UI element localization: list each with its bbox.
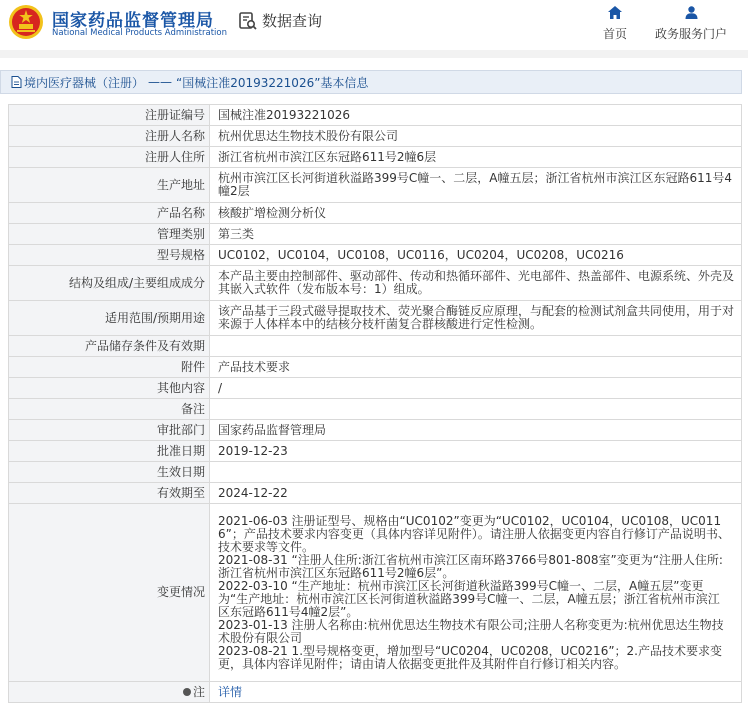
field-label: 备注 <box>9 399 210 420</box>
header-divider <box>0 50 748 58</box>
field-value-approver: 国家药品监督管理局 <box>210 420 742 441</box>
site-header <box>0 0 748 50</box>
table-row <box>9 441 742 462</box>
registration-info-table <box>8 104 742 703</box>
field-label: 生产地址 <box>9 168 210 203</box>
field-value-product-name: 核酸扩增检测分析仪 <box>210 203 742 224</box>
change-entry: 2023-01-13 注册人名称由:杭州优思达生物技术有限公司;注册人名称变更为:杭州优思达生物技术股份有限公司 <box>218 617 724 645</box>
field-label: 生效日期 <box>9 462 210 483</box>
table-row <box>9 462 742 483</box>
change-entry: 2022-03-10 “生产地址：杭州市滨江区长河街道秋溢路399号C幢一、二层，A幢五层”变更为“生产地址：杭州市滨江区长河街道秋溢路399号C幢一、二层，A幢五层；浙江省杭州市滨江区东冠路611号4幢2层”。 <box>218 578 720 619</box>
user-icon <box>685 6 698 19</box>
change-entry: 2021-06-03 注册证型号、规格由“UC0102”变更为“UC0102，UC0104，UC0108，UC0116”；产品技术要求内容变更（具体内容详见附件）。请注册人依据变更内容自行修订产品说明书、技术要求等文件。 <box>218 513 730 554</box>
table-row <box>9 105 742 126</box>
table-row <box>9 168 742 203</box>
table-row <box>9 682 742 703</box>
field-value-effective-date <box>210 462 742 483</box>
field-label: 结构及组成/主要组成成分 <box>9 266 210 301</box>
table-row <box>9 483 742 504</box>
org-name-cn: 国家药品监督管理局 <box>52 11 214 31</box>
breadcrumb <box>0 70 742 94</box>
details-link[interactable]: 详情 <box>218 684 243 699</box>
document-icon <box>11 76 22 88</box>
table-row <box>9 399 742 420</box>
table-row <box>9 357 742 378</box>
field-value-attachment: 产品技术要求 <box>210 357 742 378</box>
table-row <box>9 147 742 168</box>
table-row <box>9 504 742 682</box>
field-label: 型号规格 <box>9 245 210 266</box>
table-row <box>9 203 742 224</box>
field-label: 注册人名称 <box>9 126 210 147</box>
field-label: 注册证编号 <box>9 105 210 126</box>
field-label: 其他内容 <box>9 378 210 399</box>
field-value-note <box>210 682 742 703</box>
table-row <box>9 126 742 147</box>
field-label-note <box>9 682 210 703</box>
data-query-label: 数据查询 <box>262 12 323 30</box>
search-document-icon <box>238 11 258 31</box>
data-query-link[interactable] <box>238 10 322 31</box>
field-value-model: UC0102，UC0104，UC0108，UC0116，UC0204，UC0208，UC0216 <box>210 245 742 266</box>
field-value-scope: 该产品基于三段式磁导提取技术、荧光聚合酶链反应原理，与配套的检测试剂盒共同使用，用于对来源于人体样本中的结核分枝杆菌复合群核酸进行定性检测。 <box>210 301 742 336</box>
change-entry: 2023-08-21 1.型号规格变更，增加型号“UC0204，UC0208，UC0216”；2.产品技术要求变更，具体内容详见附件；请由请人依据变更批件及其附件自行修订相关内容。 <box>218 643 722 671</box>
field-value-other: / <box>210 378 742 399</box>
field-label: 审批部门 <box>9 420 210 441</box>
field-label: 有效期至 <box>9 483 210 504</box>
nav-home[interactable] <box>598 6 632 42</box>
field-value-mgmt-class: 第三类 <box>210 224 742 245</box>
table-row <box>9 245 742 266</box>
national-emblem-icon <box>8 4 44 40</box>
field-label: 适用范围/预期用途 <box>9 301 210 336</box>
field-label: 管理类别 <box>9 224 210 245</box>
field-value-reg-address: 浙江省杭州市滨江区东冠路611号2幢6层 <box>210 147 742 168</box>
change-history-list <box>218 515 731 671</box>
home-icon <box>608 6 622 19</box>
change-entry: 2021-08-31 “注册人住所:浙江省杭州市滨江区南环路3766号801-808室”变更为“注册人住所:浙江省杭州市滨江区东冠路611号2幢6层”。 <box>218 552 723 580</box>
table-row <box>9 420 742 441</box>
field-value-prod-address: 杭州市滨江区长河街道秋溢路399号C幢一、二层，A幢五层；浙江省杭州市滨江区东冠路611号4幢2层 <box>210 168 742 203</box>
field-value-reg-no: 国械注准20193221026 <box>210 105 742 126</box>
org-name-en: National Medical Products Administration <box>52 28 227 38</box>
field-label: 产品储存条件及有效期 <box>9 336 210 357</box>
nav-gov-portal-label: 政务服务门户 <box>654 27 727 41</box>
table-row <box>9 301 742 336</box>
field-label: 注册人住所 <box>9 147 210 168</box>
field-value-registrant: 杭州优思达生物技术股份有限公司 <box>210 126 742 147</box>
field-label: 变更情况 <box>9 504 210 682</box>
pin-icon <box>183 688 191 696</box>
table-row <box>9 378 742 399</box>
table-row <box>9 224 742 245</box>
breadcrumb-title: “国械注准20193221026”基本信息 <box>176 75 369 90</box>
table-row <box>9 266 742 301</box>
nav-home-label: 首页 <box>602 27 627 41</box>
field-label: 产品名称 <box>9 203 210 224</box>
field-value-structure: 本产品主要由控制部件、驱动部件、传动和热循环部件、光电部件、热盖部件、电源系统、外壳及其嵌入式软件（发布版本号：1）组成。 <box>210 266 742 301</box>
nav-gov-portal[interactable] <box>650 6 732 42</box>
field-value-expiry: 2024-12-22 <box>210 483 742 504</box>
field-value-storage <box>210 336 742 357</box>
field-label: 批准日期 <box>9 441 210 462</box>
field-label: 附件 <box>9 357 210 378</box>
field-value-approval-date: 2019-12-23 <box>210 441 742 462</box>
note-label: 注 <box>192 684 205 699</box>
field-value-remark <box>210 399 742 420</box>
field-value-changes <box>210 504 742 682</box>
table-row <box>9 336 742 357</box>
breadcrumb-separator: —— <box>148 75 173 89</box>
breadcrumb-category-link[interactable]: 境内医疗器械（注册） <box>24 75 145 90</box>
